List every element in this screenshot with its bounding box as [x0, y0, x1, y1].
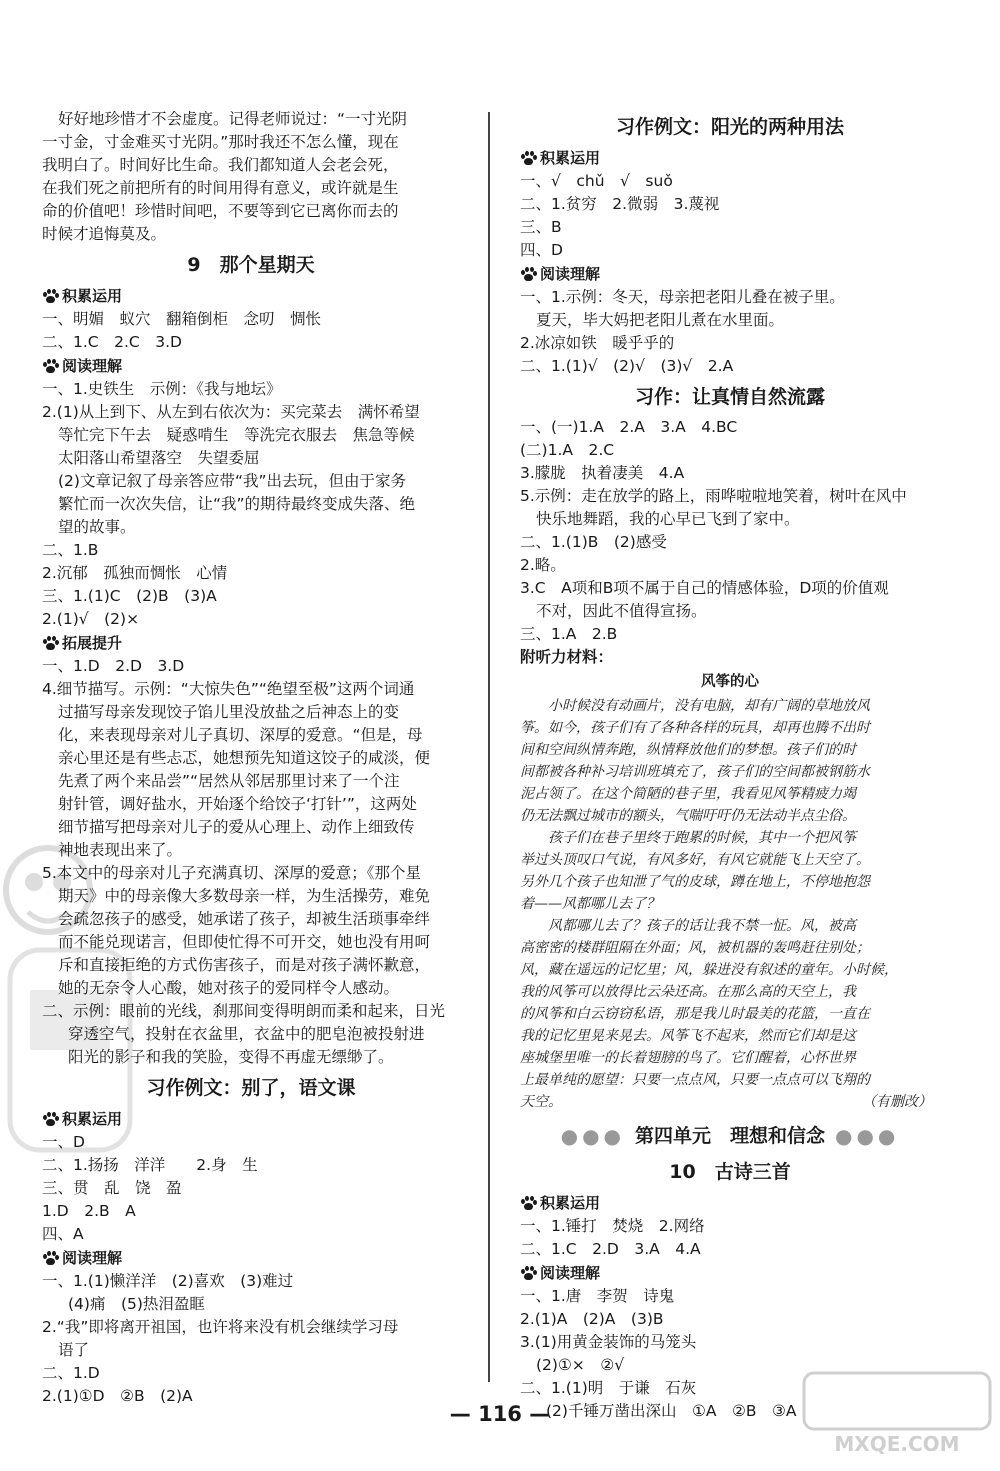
answer-line: 三、B	[520, 218, 562, 236]
column-divider	[488, 112, 490, 1382]
answer-line: 四、D	[520, 241, 563, 259]
answer-line: 二、1.扬扬 洋洋 2.身 生	[42, 1156, 258, 1174]
answer-line: (二)1.A 2.C	[520, 441, 615, 459]
intro-paragraph	[42, 108, 460, 246]
answer-line: 2.沉郁 孤独而惆怅 心情	[42, 564, 228, 582]
story-note: （有删改）	[862, 1094, 932, 1110]
story-line	[520, 1091, 940, 1113]
section-label: 积累运用	[62, 287, 123, 305]
left-column	[42, 108, 460, 1408]
answer-line: 二、1.(1)√ (2)√ (3)√ 2.A	[520, 357, 734, 375]
essay-title: 习作例文：阳光的两种用法	[615, 116, 844, 138]
story-line: 间和空间纵情奔跑，纵情释放他们的梦想。孩子们的时	[520, 742, 856, 758]
story-line: 着——风都哪儿去了？	[520, 896, 660, 912]
answer-line: 穿透空气，投射在衣盆里，衣盆中的肥皂泡被投射进	[68, 1025, 425, 1043]
section-heading	[520, 146, 940, 170]
paw-icon	[520, 1195, 536, 1211]
dots-decoration: ●●●	[560, 1124, 625, 1148]
answer-line: (4)痛 (5)热泪盈眶	[68, 1295, 205, 1313]
section-label: 拓展提升	[62, 634, 123, 652]
answer-line: 一、1.D 2.D 3.D	[42, 657, 185, 675]
answer-line: 三、1.A 2.B	[520, 625, 618, 643]
right-column	[520, 108, 940, 1423]
text-line: 好好地珍惜才不会虚度。记得老师说过：“一寸光阴	[58, 110, 408, 128]
paw-icon	[42, 358, 58, 374]
answer-line: 她的无奈令人心酸，她对孩子的爱同样令人感动。	[58, 979, 400, 997]
paw-icon	[520, 150, 536, 166]
text-line: 命的价值吧！珍惜时间吧，不要等到它已离你而去的	[42, 202, 399, 220]
answer-line: 二、1.(1)B (2)感受	[520, 533, 667, 551]
answer-line: 化，来表现母亲对儿子真切、深厚的爱意。“但是，母	[58, 726, 423, 744]
section-label: 积累运用	[540, 1194, 601, 1212]
story-line: 小时候没有动画片，没有电脑，却有广阔的草地放风	[548, 698, 870, 714]
answer-line: 5.示例：走在放学的路上，雨哗啦啦地笑着，树叶在风中	[520, 487, 907, 505]
story-line: 孩子们在巷子里终于跑累的时候，其中一个把风筝	[548, 830, 856, 846]
answer-line: 过描写母亲发现饺子馅儿里没放盐之后神态上的变	[58, 703, 400, 721]
answer-line: 一、√ chǔ √ suǒ	[520, 172, 673, 190]
answer-line: 二、1.B	[42, 541, 99, 559]
answer-line: 2.冰凉如铁 暖乎乎的	[520, 334, 675, 352]
section-label: 阅读理解	[540, 265, 601, 283]
story-line: 上最单纯的愿望：只要一点点风，只要一点点可以飞翔的	[520, 1072, 870, 1088]
section-label: 阅读理解	[62, 1249, 123, 1267]
answer-line: 等忙完下午去 疑惑啃生 等洗完衣服去 焦急等候	[58, 426, 415, 444]
answer-line: 5.本文中的母亲对儿子充满真切、深厚的爱意；《那个星	[42, 864, 422, 882]
answer-line: 二、1.C 2.D 3.A 4.A	[520, 1240, 701, 1258]
answer-line: 快乐地舞蹈，我的心早已飞到了家中。	[536, 510, 800, 528]
answer-line: 2.“我”即将离开祖国，也许将来没有机会继续学习母	[42, 1318, 399, 1336]
answer-line: 阳光的影子和我的笑脸，变得不再虚无缥缈了。	[68, 1048, 394, 1066]
answer-line: (2)文章记叙了母亲答应带“我”出去玩，但由于家务	[58, 472, 407, 490]
answer-line: 2.(1)√ (2)×	[42, 610, 140, 628]
section-heading	[42, 1246, 460, 1270]
answer-line: 射针管，调好盐水，开始逐个给饺子‘打针’”，这两处	[58, 795, 417, 813]
section-heading	[520, 1261, 940, 1285]
paw-icon	[42, 635, 58, 651]
essay-title: 习作例文：别了，语文课	[146, 1077, 356, 1099]
paw-icon	[520, 1265, 536, 1281]
answer-line: 一、1.史铁生 示例：《我与地坛》	[42, 380, 282, 398]
answer-line: 一、(一)1.A 2.A 3.A 4.BC	[520, 418, 738, 436]
answer-line: 夏天，毕大妈把老阳儿煮在水里面。	[536, 311, 785, 329]
answer-line: 3.(1)用黄金装饰的马笼头	[520, 1333, 697, 1351]
story-line: 座城堡里唯一的长着翅膀的鸟了。它们醒着，心怀世界	[520, 1050, 856, 1066]
answer-line: 3.C A项和B项不属于自己的情感体验，D项的价值观	[520, 579, 889, 597]
answer-line: 一、1.唐 李贺 诗鬼	[520, 1287, 675, 1305]
answer-line: 四、A	[42, 1225, 84, 1243]
section-label: 阅读理解	[62, 357, 123, 375]
answer-line: 一、1.示例：冬天，母亲把老阳儿叠在被子里。	[520, 288, 845, 306]
section-heading	[42, 284, 460, 308]
story-line: 间都被各种补习培训班填充了，孩子们的空间都被钢筋水	[520, 764, 870, 780]
answer-line: 语了	[58, 1341, 90, 1359]
paw-icon	[42, 1111, 58, 1127]
story-line: 举过头顶叹口气说，有风多好，有风它就能飞上天空了。	[520, 852, 870, 868]
answer-line: 亲心里还是有些忐忑，她想预先知道这饺子的咸淡，便	[58, 749, 431, 767]
answer-line: 4.细节描写。示例：“大惊失色”“绝望至极”这两个词通	[42, 680, 415, 698]
answer-line: 3.朦胧 执着凄美 4.A	[520, 464, 685, 482]
answer-line: 一、1.锤打 焚烧 2.网络	[520, 1217, 705, 1235]
answer-line: 三、1.(1)C (2)B (3)A	[42, 587, 217, 605]
story-line: 我的记忆里晃来晃去。风筝飞不起来，然而它们却是这	[520, 1028, 856, 1044]
section-label: 积累运用	[540, 149, 601, 167]
answer-line: 会疏忽孩子的感受，她承诺了孩子，却被生活琐事牵绊	[58, 910, 431, 928]
story-line: 另外几个孩子也知泄了气的皮球，蹲在地上，不停地抱怨	[520, 874, 870, 890]
answer-line: 先煮了两个来品尝”“居然从邻居那里讨来了一个注	[58, 772, 400, 790]
writing-title: 习作：让真情自然流露	[634, 386, 825, 408]
answer-line: 一、1.(1)懒洋洋 (2)喜欢 (3)难过	[42, 1272, 294, 1290]
answer-line: 繁忙而一次次失信，让“我”的期待最终变成失落、绝	[58, 495, 416, 513]
section-heading	[42, 631, 460, 655]
story-line: 风，藏在遥远的记忆里；风，躲进没有叙述的童年。小时候，	[520, 962, 898, 978]
section-heading	[42, 354, 460, 378]
answer-line: 太阳落山希望落空 失望委屈	[58, 449, 260, 467]
story-line: 高密密的楼群阻隔在外面；风，被机器的轰鸣赶往别处；	[520, 940, 870, 956]
page-number: — 116 —	[449, 1402, 551, 1426]
lesson-title: 9 那个星期天	[187, 254, 315, 276]
answer-line: 2.略。	[520, 556, 566, 574]
paw-icon	[520, 266, 536, 282]
answer-line: 二、1.贫穷 2.微弱 3.蔑视	[520, 195, 720, 213]
answer-line: 2.(1)A (2)A (3)B	[520, 1310, 664, 1328]
story-text	[520, 695, 940, 1113]
section-heading	[520, 262, 940, 286]
lesson-title: 10 古诗三首	[669, 1161, 791, 1183]
answer-line: 一、D	[42, 1133, 85, 1151]
text-line: 我明白了。时间好比生命。我们都知道人会老会死，	[42, 156, 399, 174]
text-line: 在我们死之前把所有的时间用得有意义，或许就是生	[42, 179, 399, 197]
section-heading	[42, 1107, 460, 1131]
story-line: 泥占领了。在这个简陋的巷子里，我看见风筝精疲力竭	[520, 786, 856, 802]
answer-line: (2)①× ②√	[536, 1356, 625, 1374]
text-line: 一寸金，寸金难买寸光阴。”那时我还不怎么懂，现在	[42, 133, 399, 151]
answer-line: 二、示例：眼前的光线，刹那间变得明朗而柔和起来，日光	[42, 1002, 446, 1020]
story-line: 我的风筝可以放得比云朵还高。在那么高的天空上，我	[520, 984, 856, 1000]
answer-line: (2)千锤万凿出深山 ①A ②B ③A	[546, 1402, 797, 1420]
unit-title: 第四单元 理想和信念	[634, 1125, 825, 1147]
section-heading	[520, 1191, 940, 1215]
answer-line: 2.(1)①D ②B (2)A	[42, 1387, 193, 1405]
answer-line: 不对，因此不值得宣扬。	[536, 602, 707, 620]
site-watermark-logo	[802, 1371, 992, 1461]
story-line: 风都哪儿去了？孩子的话让我不禁一怔。风，被高	[548, 918, 856, 934]
answer-line: 二、1.C 2.C 3.D	[42, 333, 182, 351]
unit-banner	[520, 1119, 940, 1153]
story-line-end: 天空。	[520, 1094, 562, 1110]
dots-decoration: ●●●	[835, 1124, 900, 1148]
answer-line: 二、1.D	[42, 1364, 100, 1382]
story-title: 风筝的心	[701, 674, 759, 690]
answer-line: 神地表现出来了。	[58, 841, 183, 859]
answer-line: 二、1.(1)明 于谦 石灰	[520, 1379, 697, 1397]
story-line: 筝。如今，孩子们有了各种各样的玩具，却再也腾不出时	[520, 720, 870, 736]
watermark-text: MXQE.COM	[834, 1432, 960, 1456]
answer-line: 望的故事。	[58, 518, 136, 536]
answer-line: 期天》中的母亲像大多数母亲一样，为生活操劳，难免	[58, 887, 431, 905]
answer-line: 斥和直接拒绝的方式伤害孩子，而是对孩子满怀歉意，	[58, 956, 431, 974]
listening-label: 附听力材料：	[520, 648, 614, 666]
text-line: 时候才追悔莫及。	[42, 225, 167, 243]
paw-icon	[42, 1250, 58, 1266]
answer-line: 2.(1)从上到下、从左到右依次为：买完菜去 满怀希望	[42, 403, 420, 421]
story-line: 的风筝和白云窃窃私语，那是我儿时最美的花篮，一直在	[520, 1006, 870, 1022]
answer-line: 而不能兑现诺言，但即使忙得不可开交，她也没有用呵	[58, 933, 431, 951]
section-label: 阅读理解	[540, 1264, 601, 1282]
section-label: 积累运用	[62, 1110, 123, 1128]
answer-line: 一、明媚 蚁穴 翻箱倒柜 念叨 惆怅	[42, 310, 322, 328]
answer-line: 细节描写把母亲对儿子的爱从心理上、动作上细致传	[58, 818, 415, 836]
paw-icon	[42, 288, 58, 304]
story-line: 仍无法飘过城市的额头，气喘吁吁仍无法动半点尘俗。	[520, 808, 856, 824]
answer-line: 三、贯 乱 饶 盈	[42, 1179, 182, 1197]
answer-line: 1.D 2.B A	[42, 1202, 136, 1220]
